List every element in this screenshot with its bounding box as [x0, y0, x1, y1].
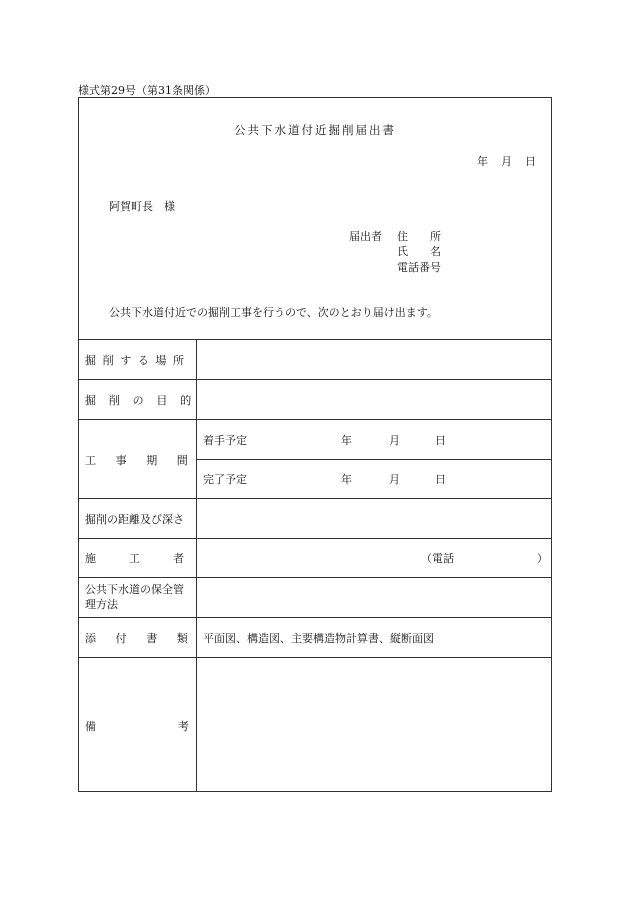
distance-depth-label: 掘削の距離及び深さ [85, 513, 184, 526]
contractor-phone-close: ） [537, 552, 548, 565]
addressee: 阿賀町長 様 [109, 200, 175, 213]
date-day: 日 [525, 155, 536, 168]
date-year: 年 [477, 155, 488, 168]
period-label: 工事期間 [85, 454, 208, 467]
form-number: 様式第29号（第31条関係） [78, 84, 216, 97]
location-label: 掘削する場所 [85, 354, 191, 367]
applicant-label: 届出者 [349, 230, 382, 243]
name-label: 氏 名 [397, 245, 441, 258]
attachments-value: 平面図、構造図、主要構造物計算書、縦断面図 [203, 632, 434, 645]
attachments-label: 添付書類 [85, 632, 208, 645]
end-day: 日 [435, 473, 446, 486]
end-label: 完了予定 [203, 473, 247, 486]
contractor-label: 施工者 [85, 552, 217, 565]
start-day: 日 [435, 434, 446, 447]
start-label: 着手予定 [203, 434, 247, 447]
form-title: 公共下水道付近掘削届出書 [234, 123, 396, 137]
end-year: 年 [341, 473, 352, 486]
maintenance-label: 公共下水道の保全管理方法 [85, 583, 184, 611]
address-label: 住 所 [397, 230, 441, 243]
start-month: 月 [389, 434, 400, 447]
start-year: 年 [341, 434, 352, 447]
contractor-phone-open: （電話 [421, 552, 454, 565]
statement: 公共下水道付近での掘削工事を行うので、次のとおり届け出ます。 [109, 306, 438, 319]
purpose-label: 掘削の目的 [85, 394, 204, 407]
form-sheet [78, 97, 552, 792]
phone-label: 電話番号 [397, 261, 441, 274]
date-month: 月 [501, 155, 512, 168]
end-month: 月 [389, 473, 400, 486]
remarks-label: 備考 [85, 720, 271, 733]
